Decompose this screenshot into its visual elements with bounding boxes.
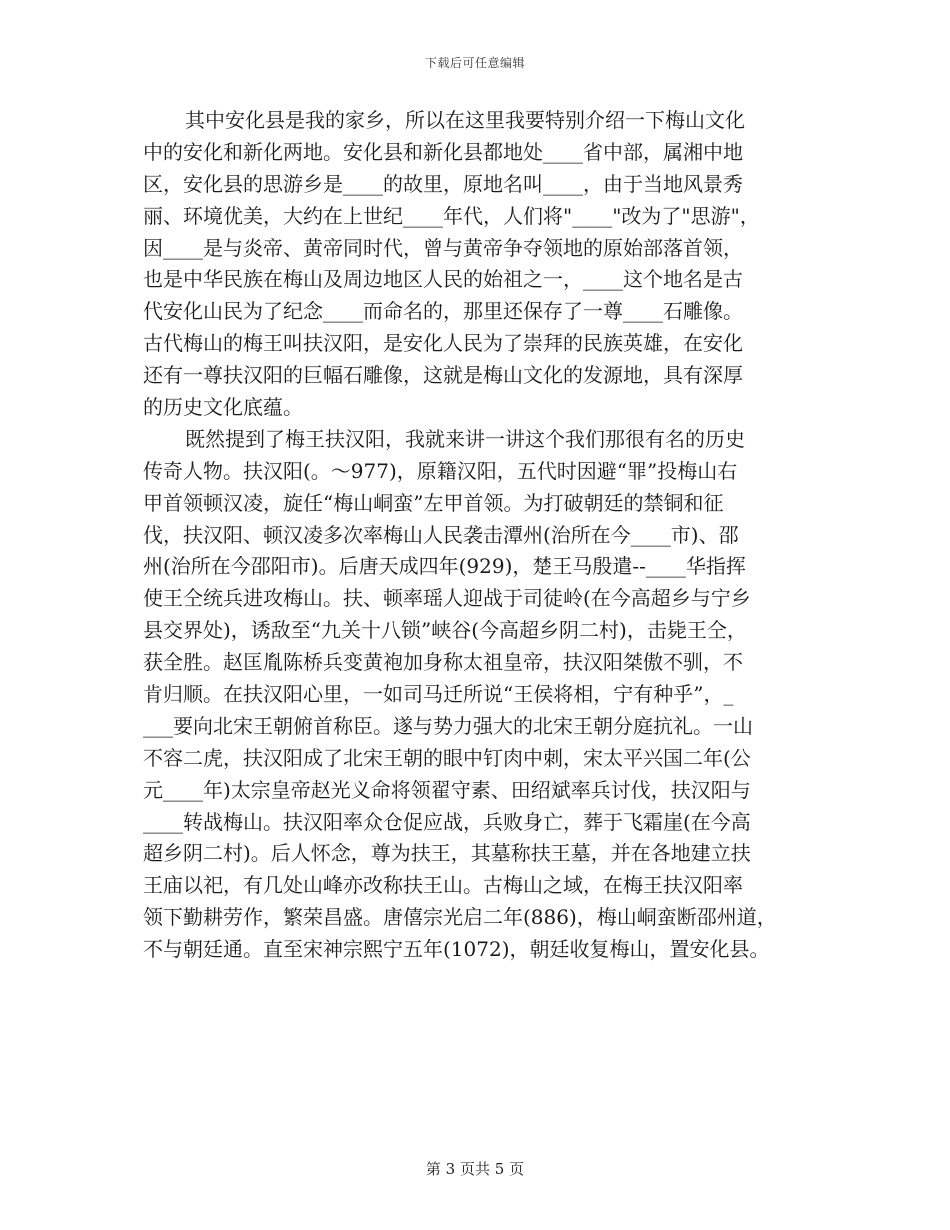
text-line: 伐，扶汉阳、顿汉凌多次率梅山人民袭击潭州(治所在今____市)、邵 bbox=[143, 522, 739, 547]
page-footer: 第 3 页共 5 页 bbox=[425, 1160, 525, 1178]
text-line: 还有一尊扶汉阳的巨幅石雕像，这就是梅山文化的发源地，具有深厚 bbox=[143, 363, 743, 388]
text-line: 其中安化县是我的家乡，所以在这里我要特别介绍一下梅山文化 bbox=[185, 108, 745, 132]
text-line: 不容二虎，扶汉阳成了北宋王朝的眼中钉肉中刺，宋太平兴国二年(公 bbox=[143, 745, 751, 770]
text-line: 县交界处)，诱敌至“九关十八锁”峡谷(今高超乡阴二村)，击毙王仝， bbox=[143, 618, 747, 643]
text-line: 古代梅山的梅王叫扶汉阳，是安化人民为了崇拜的民族英雄，在安化 bbox=[143, 331, 743, 356]
text-line: ____转战梅山。扶汉阳率众仓促应战，兵败身亡，葬于飞霜崖(在今高 bbox=[143, 809, 751, 834]
text-line: 不与朝廷通。直至宋神宗熙宁五年(1072)，朝廷收复梅山，置安化县。 bbox=[143, 937, 770, 962]
text-line: 的历史文化底蕴。 bbox=[143, 395, 303, 420]
text-line: 区，安化县的思游乡是____的故里，原地名叫____，由于当地风景秀 bbox=[143, 171, 743, 196]
text-line: 领下勤耕劳作，繁荣昌盛。唐僖宗光启二年(886)，梅山峒蛮断邵州道， bbox=[143, 905, 777, 930]
text-line: 甲首领顿汉凌，旋任“梅山峒蛮”左甲首领。为打破朝廷的禁铜和征 bbox=[143, 490, 724, 515]
text-line: 肯归顺。在扶汉阳心里，一如司马迁所说“王侯将相，宁有种乎”，_ bbox=[143, 682, 734, 707]
text-line: 超乡阴二村)。后人怀念，尊为扶王，其墓称扶王墓，并在各地建立扶 bbox=[143, 841, 751, 866]
text-line: 代安化山民为了纪念____而命名的，那里还保存了一尊____石雕像。 bbox=[143, 299, 743, 324]
text-line: 传奇人物。扶汉阳(。～977)，原籍汉阳，五代时因避“罪”投梅山右 bbox=[143, 458, 738, 483]
text-line: 因____是与炎帝、黄帝同时代，曾与黄帝争夺领地的原始部落首领， bbox=[143, 235, 743, 260]
text-line: 获全胜。赵匡胤陈桥兵变黄袍加身称太祖皇帝，扶汉阳桀傲不驯，不 bbox=[143, 650, 743, 675]
text-line: 中的安化和新化两地。安化县和新化县都地处____省中部，属湘中地 bbox=[143, 139, 743, 164]
text-line: 丽、环境优美，大约在上世纪____年代，人们将"____"改为了"思游"， bbox=[143, 203, 760, 228]
text-line: 州(治所在今邵阳市)。后唐天成四年(929)，楚王马殷遣--____华指挥 bbox=[143, 554, 746, 579]
text-line: 也是中华民族在梅山及周边地区人民的始祖之一，____这个地名是古 bbox=[143, 267, 743, 292]
text-line: ___要向北宋王朝俯首称臣。遂与势力强大的北宋王朝分庭抗礼。一山 bbox=[143, 713, 753, 738]
text-line: 使王仝统兵进攻梅山。扶、顿率瑶人迎战于司徒岭(在今高超乡与宁乡 bbox=[143, 586, 751, 611]
text-line: 王庙以祀，有几处山峰亦改称扶王山。古梅山之域，在梅王扶汉阳率 bbox=[143, 873, 743, 898]
text-line: 元____年)太宗皇帝赵光义命将领翟守素、田绍斌率兵讨伐，扶汉阳与 bbox=[143, 777, 751, 802]
text-line: 既然提到了梅王扶汉阳，我就来讲一讲这个我们那很有名的历史 bbox=[185, 426, 745, 451]
page-header: 下载后可任意编辑 bbox=[424, 56, 525, 70]
document-body bbox=[143, 105, 811, 966]
